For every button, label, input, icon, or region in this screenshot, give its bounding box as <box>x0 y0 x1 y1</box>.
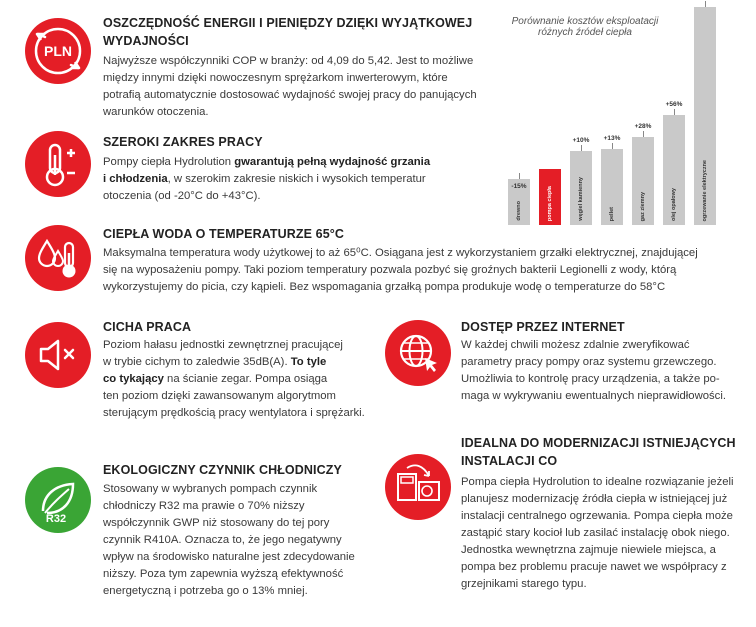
chart-title: Porównanie kosztów eksploatacji różnych źródeł ciepła <box>511 16 659 38</box>
svg-text:PLN: PLN <box>44 43 72 59</box>
bar-label-2: węgiel kamienny <box>578 177 584 221</box>
modern-title: IDEALNA DO MODERNIZACJI ISTNIEJĄCYCH INSTALACJI CO <box>461 436 736 468</box>
bar-tick-3 <box>612 143 613 149</box>
bar-label-6: ogrzewanie elektryczne <box>702 159 708 221</box>
cost-comparison-chart <box>508 10 723 225</box>
bar-tick-6 <box>705 1 706 7</box>
quiet-title: CICHA PRACA <box>103 320 192 334</box>
speaker-mute-icon <box>25 322 91 388</box>
modern-text: Pompa ciepła Hydrolution to idealne rozwiązanie jeżeli planujesz modernizację źródła ciepła w istniejącej już instalacji centralnego ogrzewania. Pompa ciepła może zastąpić stary kocioł lub zasilać instalację obok niego. Jednostka wewnętrzna zajmuje niewiele miejsca, a pompa bez problemu pracuje nawet we współpracy z grzejnikami starego typu. <box>461 476 734 590</box>
bar-value-3: +13% <box>603 134 621 142</box>
bar-label-1: pompa ciepła <box>547 185 553 221</box>
leaf-r32-icon <box>25 467 91 533</box>
bar-tick-5 <box>674 109 675 115</box>
range-text: Pompy ciepła Hydrolution gwarantują pełną wydajność grzania i chłodzenia, w szerokim zakresie niskich i wysokich temperatur otoczenia (od -20°C do +43°C). <box>103 156 431 202</box>
water-text: Maksymalna temperatura wody użytkowej to aż 65⁰C. Osiągana jest z wykorzystaniem grzałki elektrycznej, znajdującej się na wyposażeniu pompy. Taki poziom temperatury pozwala pozbyć się groźnych bakterii Legionelli z wody, którą wykorzystujemy do picia, czy kąpieli. Bez wspomagania grzałką pompa produkuje wodę o temperaturze do 58°C <box>103 247 698 293</box>
energy-text: Najwyższe współczynniki COP w branży: od 4,09 do 5,42. Jest to możliwe między innymi dzięki nowoczesnym sprężarkom inwerterowym, które potrafią automatycznie dostosować wydajność swojej pracy do panujących warunków otoczenia. <box>103 55 477 118</box>
quiet-text: Poziom hałasu jednostki zewnętrznej pracującej w trybie cichym to zaledwie 35dB(A). To tyle co tykający na ścianie zegar. Pompa osiąga ten poziom dzięki zawansowanym algorytmom sterującym prędkością pracy wentylatora i sprężarki. <box>103 339 365 419</box>
water-title: CIEPŁA WODA O TEMPERATURZE 65°C <box>103 227 344 241</box>
energy-title: OSZCZĘDNOŚĆ ENERGII I PIENIĘDZY DZIĘKI WYJĄTKOWEJ WYDAJNOŚCI <box>103 16 473 48</box>
bar-value-0: -15% <box>511 183 527 190</box>
thermometer-plus-minus-icon <box>25 131 91 197</box>
bar-value-2: +10% <box>572 137 590 145</box>
range-title: SZEROKI ZAKRES PRACY <box>103 135 263 149</box>
bar-tick-0 <box>519 173 520 179</box>
pln-icon <box>25 18 91 84</box>
bar-label-5: olej opałowy <box>671 187 677 221</box>
bar-value-4: +28% <box>634 123 652 131</box>
bar-value-5: +56% <box>665 101 683 109</box>
svg-text:R32: R32 <box>45 513 67 525</box>
internet-text: W każdej chwili możesz zdalnie zweryfikować parametry pracy pompy oraz systemu grzewczego. Umożliwia to kontrolę pracy urządzenia, a także po- maga w wykrywaniu ewentualnych nieprawidłowości. <box>461 339 726 402</box>
bar-label-4: gaz ziemny <box>640 191 646 221</box>
bar-tick-4 <box>643 131 644 137</box>
water-temperature-icon <box>25 225 91 291</box>
bar-label-3: pellet <box>609 206 615 221</box>
bar-tick-2 <box>581 145 582 151</box>
boiler-heatpump-icon <box>385 454 451 520</box>
bar-label-0: drewno <box>516 201 522 221</box>
eco-text: Stosowany w wybranych pompach czynnik chłodniczy R32 ma prawie o 70% niższy współczynnik GWP niż stosowany do tej pory czynnik R410A. Oznacza to, że jego negatywny wpływ na środowisko naturalne jest zdecydowanie niższy. Poza tym zapewnia wyższą efektywność energetyczną i potrzeba go o 13% mniej. <box>103 483 355 597</box>
eco-title: EKOLOGICZNY CZYNNIK CHŁODNICZY <box>103 463 342 477</box>
internet-title: DOSTĘP PRZEZ INTERNET <box>461 320 625 334</box>
globe-cursor-icon <box>385 320 451 386</box>
